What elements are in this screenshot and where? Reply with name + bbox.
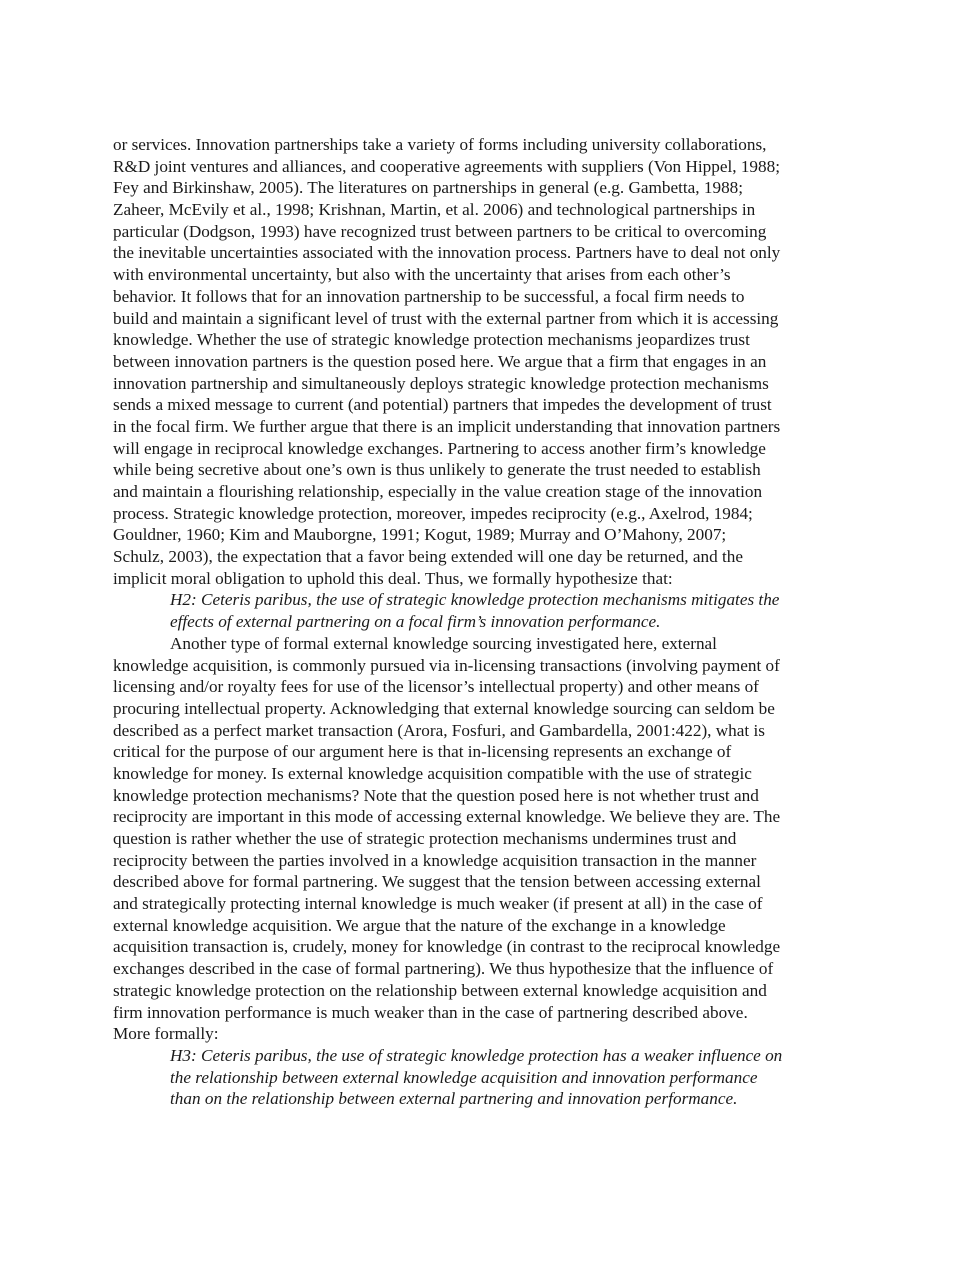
- text-line: Zaheer, McEvily et al., 1998; Krishnan, Martin, et al. 2006) and technological partnerships in: [113, 200, 756, 220]
- text-line: between innovation partners is the question posed here. We argue that a firm that engages in an: [113, 351, 767, 371]
- text-line: and strategically protecting internal knowledge is much weaker (if present at all) in the case of: [113, 894, 763, 914]
- text-line: or services. Innovation partnerships take a variety of forms including university collaborations,: [113, 135, 767, 154]
- document-page: [113, 134, 848, 1110]
- text-line: Fey and Birkinshaw, 2005). The literatures on partnerships in general (e.g. Gambetta, 1988;: [113, 178, 744, 198]
- text-line: the relationship between external knowledge acquisition and innovation performance: [170, 1067, 758, 1087]
- text-line: Another type of formal external knowledge sourcing investigated here, external: [170, 633, 717, 653]
- text-line: in the focal firm. We further argue that there is an implicit understanding that innovation partners: [113, 416, 781, 436]
- text-line: firm innovation performance is much weaker than in the case of partnering described above.: [113, 1002, 748, 1022]
- text-line: will engage in reciprocal knowledge exchanges. Partnering to access another firm’s knowledge: [113, 438, 766, 458]
- text-line: with environmental uncertainty, but also with the uncertainty that arises from each other’s: [113, 265, 731, 285]
- text-line: innovation partnership and simultaneously deploys strategic knowledge protection mechanisms: [113, 373, 769, 393]
- text-line: knowledge. Whether the use of strategic knowledge protection mechanisms jeopardizes trust: [113, 330, 750, 350]
- text-line: procuring intellectual property. Acknowledging that external knowledge sourcing can seldom be: [113, 698, 775, 718]
- body-paragraph: [113, 134, 848, 589]
- text-line: particular (Dodgson, 1993) have recognized trust between partners to be critical to overcoming: [113, 221, 767, 241]
- text-line: described as a perfect market transaction (Arora, Fosfuri, and Gambardella, 2001:422), what is: [113, 720, 765, 740]
- text-line: critical for the purpose of our argument here is that in-licensing represents an exchange of: [113, 742, 732, 762]
- text-line: reciprocity between the parties involved in a knowledge acquisition transaction in the manner: [113, 850, 757, 870]
- text-line: H2: Ceteris paribus, the use of strategic knowledge protection mechanisms mitigates the: [170, 590, 780, 610]
- text-line: the inevitable uncertainties associated with the innovation process. Partners have to deal not only: [113, 243, 781, 263]
- hypothesis-h3: [113, 1045, 848, 1110]
- text-line: Gouldner, 1960; Kim and Mauborgne, 1991; Kogut, 1989; Murray and O’Mahony, 2007;: [113, 525, 727, 545]
- text-line: external knowledge acquisition. We argue that the nature of the exchange in a knowledge: [113, 915, 726, 935]
- text-line: behavior. It follows that for an innovation partnership to be successful, a focal firm needs to: [113, 286, 745, 306]
- text-line: implicit moral obligation to uphold this deal. Thus, we formally hypothesize that:: [113, 568, 673, 588]
- text-line: while being secretive about one’s own is thus unlikely to generate the trust needed to establish: [113, 460, 761, 480]
- text-line: knowledge protection mechanisms? Note that the question posed here is not whether trust and: [113, 785, 759, 805]
- text-line: build and maintain a significant level of trust with the external partner from which it is accessing: [113, 308, 779, 328]
- text-line: strategic knowledge protection on the relationship between external knowledge acquisition and: [113, 980, 767, 1000]
- text-line: acquisition transaction is, crudely, money for knowledge (in contrast to the reciprocal knowledge: [113, 937, 781, 957]
- text-line: knowledge acquisition, is commonly pursued via in-licensing transactions (involving payment of: [113, 655, 780, 675]
- text-line: Schulz, 2003), the expectation that a favor being extended will one day be returned, and the: [113, 547, 743, 567]
- text-line: sends a mixed message to current (and potential) partners that impedes the development of trust: [113, 395, 772, 415]
- text-line: effects of external partnering on a focal firm’s innovation performance.: [170, 612, 661, 632]
- text-line: licensing and/or royalty fees for use of the licensor’s intellectual property) and other means of: [113, 677, 759, 697]
- text-line: reciprocity are important in this mode of accessing external knowledge. We believe they are. The: [113, 807, 781, 827]
- text-line: than on the relationship between external partnering and innovation performance.: [170, 1089, 738, 1109]
- text-line: question is rather whether the use of strategic protection mechanisms undermines trust and: [113, 829, 737, 848]
- hypothesis-h2: [113, 589, 848, 632]
- text-line: process. Strategic knowledge protection, moreover, impedes reciprocity (e.g., Axelrod, 1984;: [113, 503, 753, 523]
- text-line: and maintain a flourishing relationship, especially in the value creation stage of the innovation: [113, 482, 763, 501]
- text-line: exchanges described in the case of formal partnering). We thus hypothesize that the influence of: [113, 959, 774, 979]
- text-line: R&D joint ventures and alliances, and cooperative agreements with suppliers (Von Hippel, 1988;: [113, 156, 780, 176]
- text-line: More formally:: [113, 1024, 219, 1044]
- body-paragraph: [113, 633, 848, 1045]
- text-line: knowledge for money. Is external knowledge acquisition compatible with the use of strategic: [113, 763, 752, 783]
- text-line: H3: Ceteris paribus, the use of strategic knowledge protection has a weaker influence on: [170, 1045, 783, 1065]
- text-line: described above for formal partnering. We suggest that the tension between accessing external: [113, 872, 761, 892]
